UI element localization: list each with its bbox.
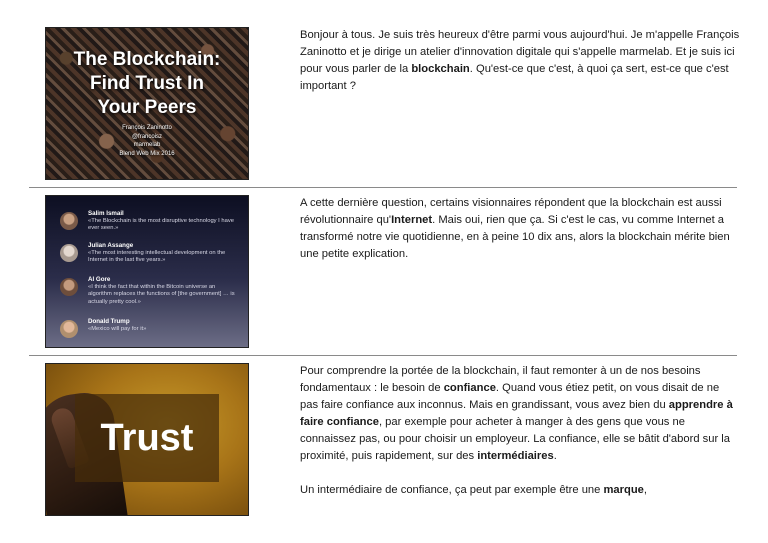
slide-title-line: Find Trust In	[90, 73, 204, 94]
notes-text: Pour comprendre la portée de la blockchain, il faut remonter à un de nos besoins fondamentaux : le besoin de	[300, 365, 701, 394]
notes-text: . Qu'est-ce que c'est, à quoi ça sert, est-ce que c'est important ?	[300, 63, 729, 92]
quote-author: Al Gore	[88, 276, 111, 283]
notes-text: . Quand vous étiez petit, on vous disait de ne pas faire confiance aux inconnus. Mais en grandissant, vous avez bien du	[300, 382, 720, 411]
slide-title-line: Your Peers	[97, 97, 197, 118]
credit-line: Blend Web Mix 2016	[119, 150, 175, 157]
avatar	[60, 278, 78, 296]
notes-text: Un intermédiaire de confiance, ça peut par exemple être une	[300, 484, 604, 496]
slide-word: Trust	[100, 417, 194, 459]
notes-bold: blockchain	[411, 63, 470, 75]
quote-author: Julian Assange	[88, 242, 134, 249]
credit-line: @francoisz	[131, 133, 163, 140]
speaker-notes-1	[300, 27, 740, 112]
slide-thumbnail-title	[45, 27, 249, 180]
notes-text: .	[553, 450, 557, 462]
credit-line: François Zaninotto	[122, 125, 172, 131]
avatar	[60, 244, 78, 262]
notes-bold: intermédiaires	[477, 450, 554, 462]
slide-thumbnail-trust	[45, 363, 249, 516]
row-divider	[29, 187, 737, 188]
quote-text: «The most interesting intellectual development on the Internet in the last five years.»	[88, 250, 226, 264]
avatar	[60, 212, 78, 230]
notes-text: ,	[643, 484, 648, 496]
slide-title	[46, 48, 248, 120]
notes-bold: Internet	[391, 214, 433, 226]
quote-text: «The Blockchain is the most disruptive technology I have ever seen.»	[88, 218, 234, 232]
quote-author: Salim Ismail	[88, 210, 124, 217]
notes-text: , par exemple pour acheter à manger à des gens que vous ne connaissez pas, ou pour choisir un employeur. La confiance, elle se bâtit d'abord sur la proximité, puis rapidement, sur des	[300, 416, 731, 462]
notes-bold: confiance	[443, 382, 496, 394]
slide-thumbnail-quotes	[45, 195, 249, 348]
notes-text: A cette dernière question, certains visionnaires répondent que la blockchain est aussi révolutionnaire qu'	[300, 197, 722, 226]
quote-author: Donald Trump	[88, 318, 130, 325]
quote-text: «I think the fact that within the Bitcoin universe an algorithm replaces the functions of [the government] … is actually pretty cool.»	[88, 284, 235, 305]
avatar	[60, 320, 78, 338]
slide-title-line: The Blockchain:	[73, 49, 221, 70]
speaker-notes-2	[300, 195, 740, 280]
credit-line: marmelab	[133, 142, 161, 148]
notes-text: Bonjour à tous. Je suis très heureux d'être parmi vous aujourd'hui. Je m'appelle François Zaninotto et je dirige un atelier d'innovation digitale qui s'appelle marmelab. Et je suis ici pour vous parler de la	[300, 29, 740, 75]
notes-bold: marque	[603, 484, 644, 496]
quote-text: «Mexico will pay for it»	[88, 326, 147, 332]
slide-credits	[46, 124, 248, 158]
row-divider	[29, 355, 737, 356]
speaker-notes-3	[300, 363, 740, 516]
notes-bold: apprendre à faire confiance	[300, 399, 733, 428]
notes-text: . Mais oui, rien que ça. Si c'est le cas, vu comme Internet a transformé notre vie quotidienne, en à peine 10 dix ans, alors la blockchain mérite bien une petite explication.	[300, 214, 730, 260]
